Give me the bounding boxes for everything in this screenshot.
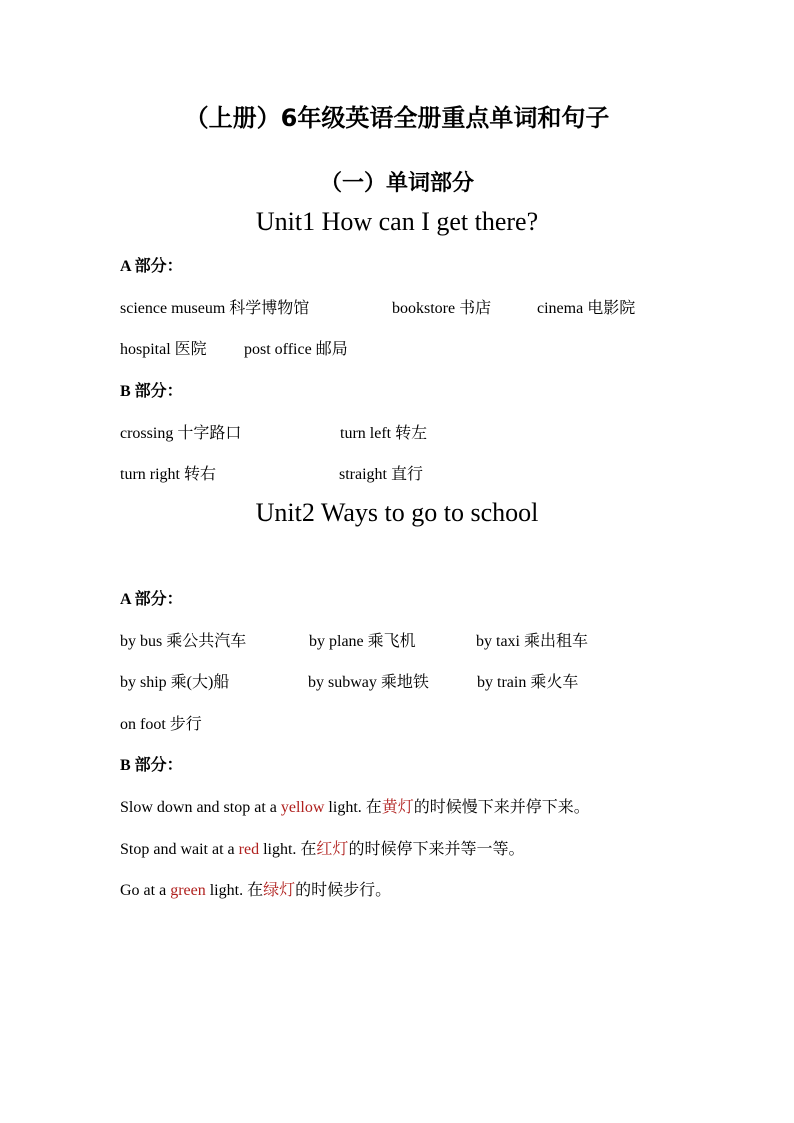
vocab-turn-right: turn right 转右 [120,466,216,483]
sentence-yellow-light: Slow down and stop at a yellow light. 在黄灯的时候慢下来并停下来。 [120,799,590,816]
unit1-section-a-label: A 部分： [120,258,183,275]
highlight-red: red [238,841,260,858]
highlight-green: green [170,882,206,899]
vocab-science-museum: science museum 科学博物馆 [120,300,310,317]
vocab-by-bus: by bus 乘公共汽车 [120,633,247,650]
unit2-section-a-label: A 部分： [120,591,183,608]
vocab-by-taxi: by taxi 乘出租车 [476,633,588,650]
vocab-by-train: by train 乘火车 [477,674,579,691]
sentence-red-light: Stop and wait at a red light. 在红灯的时候停下来并等一等。 [120,841,525,858]
vocab-crossing: crossing 十字路口 [120,425,242,442]
highlight-yellow: yellow [280,799,325,816]
vocab-bookstore: bookstore 书店 [392,300,492,317]
vocab-by-ship: by ship 乘(大)船 [120,674,230,691]
unit1-section-b-label: B 部分： [120,383,183,400]
highlight-yellow-cn: 黄灯 [381,799,414,816]
page-title: （上册）6年级英语全册重点单词和句子 [184,104,610,132]
unit1-title: Unit1 How can I get there? [255,207,539,236]
highlight-red-cn: 红灯 [316,841,349,858]
highlight-green-cn: 绿灯 [263,882,296,899]
vocab-turn-left: turn left 转左 [340,425,428,442]
section-subtitle: （一）单词部分 [319,171,474,196]
vocab-cinema: cinema 电影院 [537,300,636,317]
vocab-on-foot: on foot 步行 [120,716,202,733]
vocab-by-subway: by subway 乘地铁 [308,674,429,691]
unit2-title: Unit2 Ways to go to school [255,498,539,527]
unit2-section-b-label: B 部分： [120,757,183,774]
vocab-post-office: post office 邮局 [244,341,348,358]
sentence-green-light: Go at a green light. 在绿灯的时候步行。 [120,882,392,899]
vocab-straight: straight 直行 [339,466,423,483]
vocab-hospital: hospital 医院 [120,341,207,358]
vocab-by-plane: by plane 乘飞机 [309,633,416,650]
